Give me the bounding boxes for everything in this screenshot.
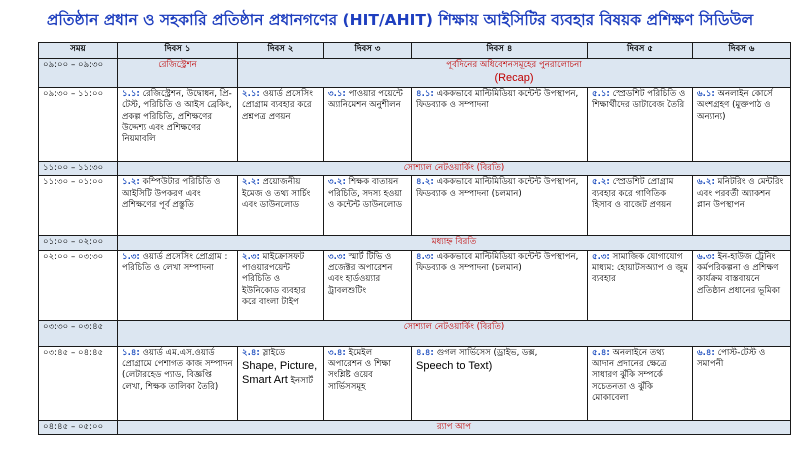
session-cell <box>693 346 791 420</box>
recap-text: পূর্বদিনের অধিবেশনসমূহের পুনরালোচনা <box>446 60 582 70</box>
session-cell <box>693 87 791 161</box>
session-cell <box>324 250 412 320</box>
time-cell: ০১:০০ – ০২:০০ <box>39 236 118 250</box>
session-text: প্রয়োজনীয় ইমেজ ও তথ্য সার্চিং এবং ডাউনলোড <box>242 177 311 210</box>
break-cell: সোশ্যাল নেটওয়ার্কিং (বিরতি) <box>118 161 791 175</box>
session-number: ৩.২: <box>328 177 346 188</box>
session-number: ৩.১: <box>328 88 346 99</box>
session-text: সামাজিক যোগাযোগ মাধ্যম: হোয়াটসঅ্যাপ ও জুম ব্যবহার <box>592 251 688 285</box>
session-cell <box>118 176 238 236</box>
session-text: ইনসার্ট <box>290 376 314 387</box>
session-text: এককভাবে মাল্টিমিডিয়া কন্টেন্ট উপস্থাপন, ফিডব্যাক ও সম্পাদনা (চলমান) <box>416 177 579 199</box>
session-cell <box>324 346 412 420</box>
session-text: স্প্রেডশিট প্রোগ্রাম ব্যবহার করে গাণিতিক হিসাব ও বাজেট প্রণয়ন <box>592 177 674 210</box>
session-text-en: Shape, Picture, Smart Art <box>242 359 318 387</box>
session-number: ১.৪: <box>122 347 140 358</box>
header-day-6: দিবস ৬ <box>693 43 791 59</box>
session-text: স্প্রেডশিট পরিচিতি ও শিক্ষার্থীদের ডাটাবেজ তৈরি <box>592 88 686 111</box>
session-cell <box>324 87 412 161</box>
session-number: ১.২: <box>122 177 140 188</box>
session-text: গুগল সার্ভিসেস (ড্রাইভ, ডক্স, <box>436 347 538 358</box>
session-number: ৫.৩: <box>592 251 610 262</box>
session-text: এককভাবে মাল্টিমিডিয়া কন্টেন্ট উপস্থাপন, ফিডব্যাক ও সম্পাদনা (চলমান) <box>416 251 579 273</box>
session-number: ১.১: <box>122 88 140 99</box>
header-day-3: দিবস ৩ <box>324 43 412 59</box>
session-number: ২.৪: <box>242 347 260 358</box>
time-cell: ০৯:৩০ – ১১:০০ <box>39 87 118 161</box>
session-text: ওয়ার্ড প্রসেসিং প্রোগ্রাম : পরিচিতি ও লেখা সম্পাদনা <box>122 251 228 273</box>
session-text: পোস্ট-টেস্ট ও সমাপনী <box>697 347 766 369</box>
session-text: কম্পিউটার পরিচিতি ও আইসিটি উপকরণ এবং প্রশিক্ষণের পূর্ব প্রস্তুতি <box>122 177 221 210</box>
session-cell <box>412 87 588 161</box>
session-cell <box>324 176 412 236</box>
session-cell <box>693 250 791 320</box>
time-cell: ০৩:৪৫ – ০৪:৪৫ <box>39 346 118 420</box>
session-text: ইমেইল অপারেশন ও শিক্ষা সংশ্লিষ্ট ওয়েব সার্ভিসসমূহ <box>328 347 391 392</box>
page-title: প্রতিষ্ঠান প্রধান ও সহকারি প্রতিষ্ঠান প্রধানগণের (HIT/AHIT) শিক্ষায় আইসিটির ব্যবহার বিষয়ক প্রশিক্ষণ সিডিউল <box>46 11 754 29</box>
session-text: ওয়ার্ড এম.এস.ওয়ার্ড প্রোগ্রামে পেশাগত কাজ সম্পাদন (লেটারহেড প্যাড, বিজ্ঞপ্তি লেখা, শিক্ষক তালিকা তৈরি) <box>122 347 233 392</box>
session-cell <box>588 87 693 161</box>
session-cell <box>588 176 693 236</box>
lunch-row <box>39 236 791 250</box>
session-text: পাওয়ার পয়েন্টে অ্যানিমেশন অনুশীলন <box>328 88 403 111</box>
recap-en: (Recap) <box>494 72 534 85</box>
registration-row <box>39 59 791 88</box>
header-day-5: দিবস ৫ <box>588 43 693 59</box>
session-text: রেজিস্ট্রেশন, উদ্বোধন, প্রি-টেস্ট, পরিচিতি ও আইস ব্রেকিং, প্রকল্প পরিচিতি, প্রশিক্ষণের উদ্দেশ্য এবং প্রশিক্ষণের নিয়মাবলি <box>122 88 232 145</box>
header-time: সময় <box>39 43 118 59</box>
session-number: ৪.১: <box>416 88 434 99</box>
session-cell <box>588 250 693 320</box>
session-number: ৫.৪: <box>592 347 610 358</box>
session-cell <box>412 176 588 236</box>
wrapup-row <box>39 420 791 434</box>
session-cell <box>238 250 324 320</box>
session-cell <box>238 176 324 236</box>
session-number: ২.২: <box>242 177 260 188</box>
session-row <box>39 250 791 320</box>
session-text: এককভাবে মাল্টিমিডিয়া কন্টেন্ট উপস্থাপন, ফিডব্যাক ও সম্পাদনা <box>416 88 579 111</box>
session-number: ৬.৪: <box>697 347 715 358</box>
session-text: অনলাইন কোর্সে অংশগ্রহণ (মুক্তপাঠ ও অন্যান্য) <box>697 88 773 122</box>
session-number: ৪.২: <box>416 177 434 188</box>
session-number: ৩.৪: <box>328 347 346 358</box>
session-number: ২.১: <box>242 88 260 99</box>
session-number: ৬.২: <box>697 177 715 188</box>
session-cell <box>412 346 588 420</box>
time-cell: ০৪:৪৫ – ০৫:০০ <box>39 420 118 434</box>
time-cell: ০২:০০ – ০৩:৩০ <box>39 250 118 320</box>
break-row <box>39 161 791 175</box>
session-number: ২.৩: <box>242 251 260 262</box>
session-number: ৬.৩: <box>697 251 715 262</box>
time-cell: ০৩:৩০ – ০৩:৪৫ <box>39 320 118 346</box>
wrapup-cell: র‍্যাপ আপ <box>118 420 791 434</box>
session-row <box>39 176 791 236</box>
session-text: শিক্ষক বাতায়ন পরিচিতি, সদস্য হওয়া ও কন্টেন্ট ডাউনলোড <box>328 177 403 210</box>
session-text: ইন-হাউজ ট্রেনিং কর্মপরিকল্পনা ও প্রশিক্ষণ কার্যক্রম বাস্তবায়নে প্রতিষ্ঠান প্রধানের ভূমিকা <box>697 251 781 296</box>
header-day-4: দিবস ৪ <box>412 43 588 59</box>
header-row <box>39 43 791 59</box>
break-cell: সোশ্যাল নেটওয়ার্কিং (বিরতি) <box>118 320 791 346</box>
session-text: স্মার্ট টিভি ও প্রজেক্টর অপারেশন এবং হার্ডওয়্যার ট্রাবলশুটিং <box>328 251 393 296</box>
session-cell <box>238 87 324 161</box>
time-cell: ০৯:০০ – ০৯:৩০ <box>39 59 118 88</box>
session-number: ৬.১: <box>697 88 715 99</box>
time-cell: ১১:৩০ – ০১:০০ <box>39 176 118 236</box>
header-day-1: দিবস ১ <box>118 43 238 59</box>
session-cell <box>118 87 238 161</box>
session-text: ওয়ার্ড প্রসেসিং প্রোগ্রাম ব্যবহার করে প্রশ্নপত্র প্রণয়ন <box>242 88 313 122</box>
header-day-2: দিবস ২ <box>238 43 324 59</box>
session-text: স্লাইডে <box>262 347 286 358</box>
lunch-cell: মধ্যাহ্ন বিরতি <box>118 236 791 250</box>
session-cell <box>238 346 324 420</box>
session-cell <box>588 346 693 420</box>
schedule-table <box>38 42 791 435</box>
session-number: ৪.৩: <box>416 251 434 262</box>
session-cell <box>118 346 238 420</box>
session-row <box>39 346 791 420</box>
session-text: অনলাইনে তথ্য আদান প্রদানের ক্ষেত্রে সাধারণ ঝুঁকি সম্পর্কে সচেতনতা ও ঝুঁকি মোকাবেলা <box>592 347 667 403</box>
session-cell <box>693 176 791 236</box>
session-cell <box>412 250 588 320</box>
session-number: ৫.২: <box>592 177 610 188</box>
session-text-en: Speech to Text) <box>416 359 493 372</box>
session-number: ৩.৩: <box>328 251 346 262</box>
registration-cell: রেজিস্ট্রেশন <box>118 59 238 88</box>
session-number: ১.৩: <box>122 251 140 262</box>
session-number: ৫.১: <box>592 88 610 99</box>
session-cell <box>118 250 238 320</box>
session-number: ৪.৪: <box>416 347 434 358</box>
session-text: মাইক্রোসফট পাওয়ারপয়েন্ট পরিচিতি ও ইউনিকোড ব্যবহার করে বাংলা টাইপ <box>242 251 306 307</box>
session-row <box>39 87 791 161</box>
recap-cell <box>238 59 791 88</box>
break-row <box>39 320 791 346</box>
session-text: মনিটরিং ও মেন্টরিং এবং পরবর্তী অ্যাকশন প্লান উপস্থাপন <box>697 177 784 210</box>
time-cell: ১১:০০ – ১১:৩০ <box>39 161 118 175</box>
